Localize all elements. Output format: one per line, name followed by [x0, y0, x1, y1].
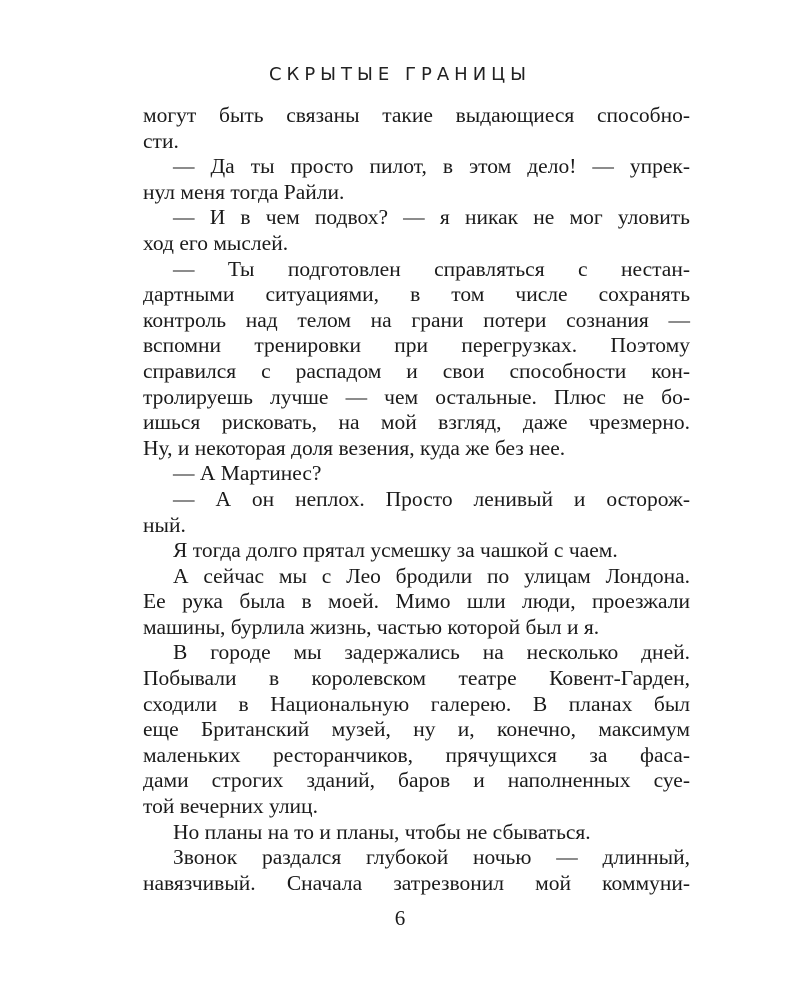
text-line: ный.	[143, 512, 186, 537]
text-line: дами строгих зданий, баров и наполненных суе-	[143, 768, 690, 793]
text-line: контроль над телом на грани потери сознания —	[143, 307, 690, 332]
text-line: нул меня тогда Райли.	[143, 179, 345, 204]
text-line: сходили в Национальную галерею. В планах был	[143, 691, 690, 716]
text-line: А сейчас мы с Лео бродили по улицам Лондона.	[173, 563, 690, 588]
text-line: маленьких ресторанчиков, прячущихся за фаса-	[143, 742, 690, 767]
text-line: навязчивый. Сначала затрезвонил мой коммуни-	[143, 870, 690, 895]
text-line: могут быть связаны такие выдающиеся способно-	[143, 103, 690, 127]
text-line: тролируешь лучше — чем остальные. Плюс не бо-	[143, 384, 690, 409]
text-line: — Ты подготовлен справляться с нестан-	[173, 256, 690, 281]
text-line: сти.	[143, 128, 179, 153]
text-line: Но планы на то и планы, чтобы не сбываться.	[173, 819, 591, 844]
text-line: Побывали в королевском театре Ковент-Гарден,	[143, 666, 690, 691]
text-line: Ну, и некоторая доля везения, куда же без нее.	[143, 435, 566, 460]
text-line: Звонок раздался глубокой ночью — длинный,	[173, 845, 690, 870]
text-line: той вечерних улиц.	[143, 794, 318, 819]
text-line: — А Мартинес?	[173, 461, 322, 486]
text-line: дартными ситуациями, в том числе сохранять	[143, 282, 690, 307]
text-line: машины, бурлила жизнь, частью которой был и я.	[143, 614, 600, 639]
page-body-text	[143, 103, 690, 896]
text-line: Ее рука была в моей. Мимо шли люди, проезжали	[143, 589, 690, 614]
text-line: — А он неплох. Просто ленивый и осторож-	[173, 486, 690, 511]
text-line: еще Британский музей, ну и, конечно, максимум	[143, 717, 690, 742]
text-line: вспомни тренировки при перегрузках. Поэтому	[143, 333, 690, 358]
text-line: — И в чем подвох? — я никак не мог уловить	[173, 205, 690, 230]
text-line: — Да ты просто пилот, в этом дело! — упрек-	[173, 154, 690, 179]
text-line: В городе мы задержались на несколько дней.	[173, 640, 690, 665]
running-head-title: СКРЫТЫЕ ГРАНИЦЫ	[268, 64, 532, 85]
text-line: справился с распадом и свои способности кон-	[143, 358, 690, 383]
text-line: Я тогда долго прятал усмешку за чашкой с чаем.	[173, 538, 618, 563]
text-line: ход его мыслей.	[143, 230, 289, 255]
page-number: 6	[394, 906, 406, 930]
text-line: ишься рисковать, на мой взгляд, даже чрезмерно.	[143, 410, 690, 435]
